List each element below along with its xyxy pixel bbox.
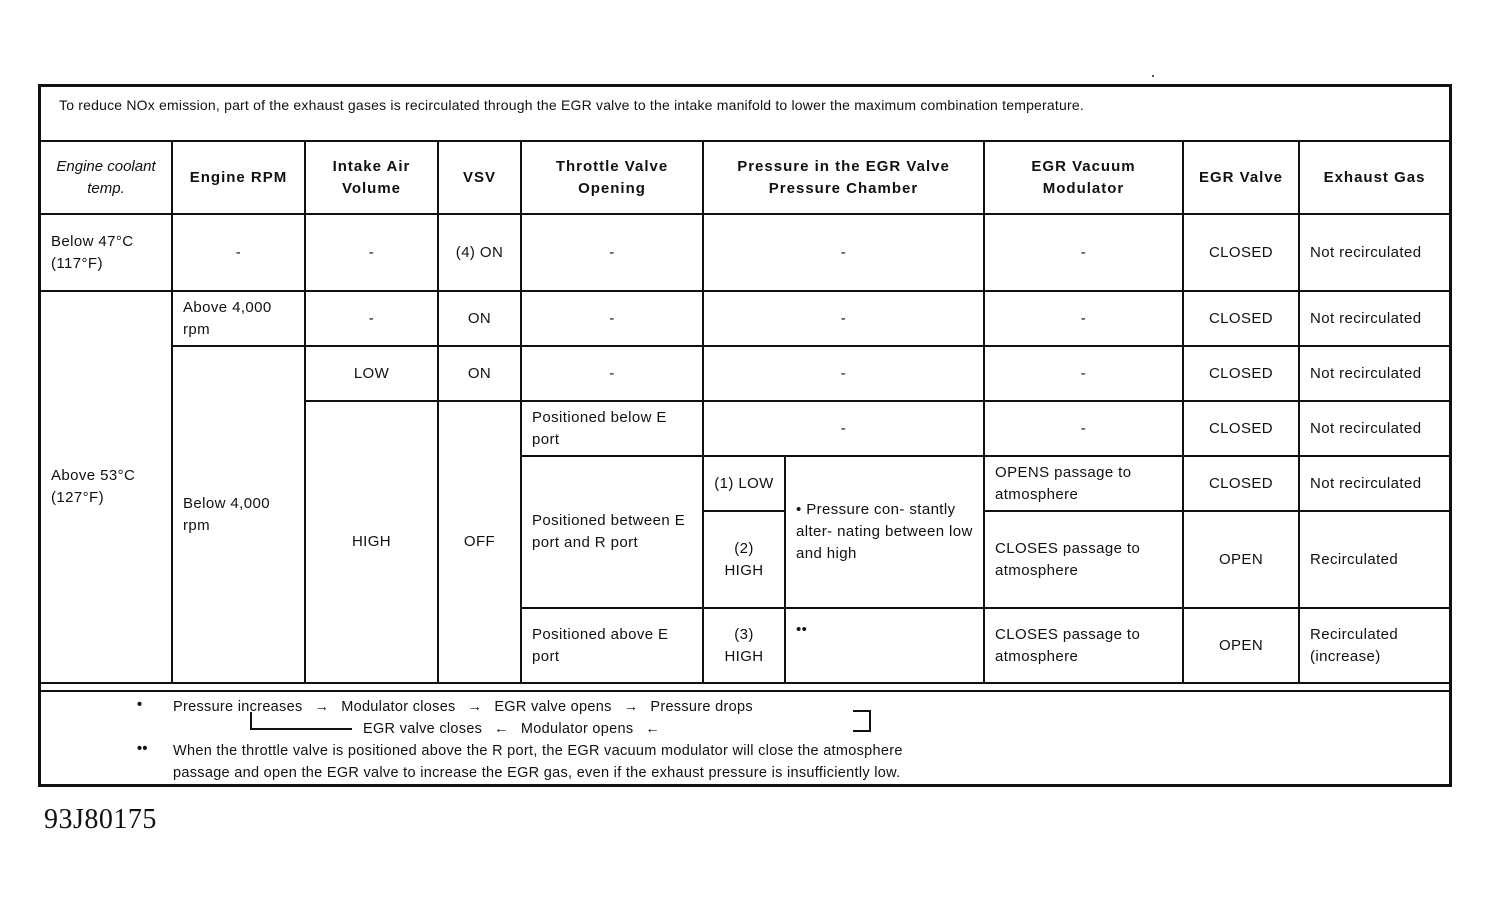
exhaust-cell: Not recirculated: [1299, 214, 1449, 291]
table-row: [41, 291, 1449, 346]
coolant-above: Above 53°C (127°F): [41, 291, 172, 683]
throttle-cell: -: [521, 214, 703, 291]
throttle-below-e: Positioned below E port: [521, 401, 703, 456]
cycle-step: Modulator opens: [520, 721, 634, 737]
cycle-return-bracket-right: [853, 710, 871, 732]
vsv-cell: ON: [438, 291, 521, 346]
valve-cell: CLOSED: [1183, 214, 1299, 291]
valve-cell: OPEN: [1183, 608, 1299, 683]
cycle-step: EGR valve closes: [363, 721, 483, 737]
air-cell: -: [305, 214, 438, 291]
cycle-step: EGR valve opens: [494, 699, 612, 715]
pressure-3-high: (3) HIGH: [703, 608, 785, 683]
exhaust-cell: Not recirculated: [1299, 346, 1449, 401]
pressure-cell: -: [703, 346, 984, 401]
arrow-right-icon: →: [623, 699, 639, 715]
pressure-double-star: ••: [785, 608, 984, 683]
valve-cell: CLOSED: [1183, 291, 1299, 346]
valve-cell: CLOSED: [1183, 456, 1299, 511]
header-vsv: VSV: [438, 142, 521, 214]
valve-cell: OPEN: [1183, 511, 1299, 608]
header-throttle: Throttle Valve Opening: [521, 142, 703, 214]
modulator-cell: -: [984, 291, 1183, 346]
header-air-volume: Intake Air Volume: [305, 142, 438, 214]
modulator-closes: CLOSES passage to atmosphere: [984, 608, 1183, 683]
header-egr-valve: EGR Valve: [1183, 142, 1299, 214]
modulator-cell: -: [984, 346, 1183, 401]
air-low: LOW: [305, 346, 438, 401]
modulator-opens: OPENS passage to atmosphere: [984, 456, 1183, 511]
modulator-cell: -: [984, 401, 1183, 456]
cycle-step: Pressure increases: [173, 699, 303, 715]
throttle-cell: -: [521, 346, 703, 401]
exhaust-cell: Recirculated: [1299, 511, 1449, 608]
cycle-return-bracket-left: [250, 712, 352, 730]
exhaust-cell: Not recirculated: [1299, 456, 1449, 511]
throttle-between: Positioned between E port and R port: [521, 456, 703, 608]
pressure-alternating-note: • Pressure con- stantly alter- nating between low and high: [785, 456, 984, 608]
scan-speck: [1152, 75, 1154, 77]
egr-system-table-panel: [38, 84, 1452, 787]
arrow-left-icon: ←: [494, 721, 509, 737]
vsv-cell: (4) ON: [438, 214, 521, 291]
cycle-step: Modulator closes: [341, 699, 456, 715]
vsv-off: OFF: [438, 401, 521, 683]
header-pressure: Pressure in the EGR Valve Pressure Chamber: [703, 142, 984, 214]
header-exhaust: Exhaust Gas: [1299, 142, 1449, 214]
footnote-double-star-marker: ••: [137, 741, 148, 757]
rpm-below: Below 4,000 rpm: [172, 346, 305, 683]
exhaust-cell: Not recirculated: [1299, 291, 1449, 346]
arrow-right-icon: →: [467, 699, 483, 715]
footnote-note-line-1: When the throttle valve is positioned above the R port, the EGR vacuum modulator will close the atmosphere: [173, 743, 903, 759]
pressure-2-high: (2) HIGH: [703, 511, 785, 608]
header-coolant: Engine coolant temp.: [41, 142, 172, 214]
valve-cell: CLOSED: [1183, 401, 1299, 456]
figure-id: 93J80175: [44, 804, 157, 835]
header-row: [41, 142, 1449, 214]
rpm-above: Above 4,000 rpm: [172, 291, 305, 346]
exhaust-increase: Recirculated (increase): [1299, 608, 1449, 683]
intro-text: To reduce NOx emission, part of the exhaust gases is recirculated through the EGR valve to the intake manifold to lower the maximum combination temperature.: [41, 87, 1449, 142]
vsv-cell: ON: [438, 346, 521, 401]
header-rpm: Engine RPM: [172, 142, 305, 214]
rpm-cell: -: [172, 214, 305, 291]
footnote-note-line-2: passage and open the EGR valve to increase the EGR gas, even if the exhaust pressure is insufficiently low.: [173, 765, 901, 781]
modulator-cell: -: [984, 214, 1183, 291]
table-row: [41, 214, 1449, 291]
throttle-cell: -: [521, 291, 703, 346]
air-cell: -: [305, 291, 438, 346]
valve-cell: CLOSED: [1183, 346, 1299, 401]
header-modulator: EGR Vacuum Modulator: [984, 142, 1183, 214]
exhaust-cell: Not recirculated: [1299, 401, 1449, 456]
pressure-cell: -: [703, 401, 984, 456]
coolant-below: Below 47°C (117°F): [41, 214, 172, 291]
pressure-cell: -: [703, 214, 984, 291]
arrow-right-icon: →: [314, 699, 330, 715]
modulator-closes: CLOSES passage to atmosphere: [984, 511, 1183, 608]
pressure-1-low: (1) LOW: [703, 456, 785, 511]
cycle-bottom-line: [363, 718, 668, 740]
pressure-cell: -: [703, 291, 984, 346]
cycle-step: Pressure drops: [650, 699, 753, 715]
footnotes: [41, 690, 1449, 787]
table-row: [41, 346, 1449, 401]
arrow-left-icon: ←: [645, 721, 661, 737]
footnote-star-marker: •: [137, 697, 143, 713]
egr-operation-table: [41, 142, 1449, 684]
throttle-above-e: Positioned above E port: [521, 608, 703, 683]
air-high: HIGH: [305, 401, 438, 683]
